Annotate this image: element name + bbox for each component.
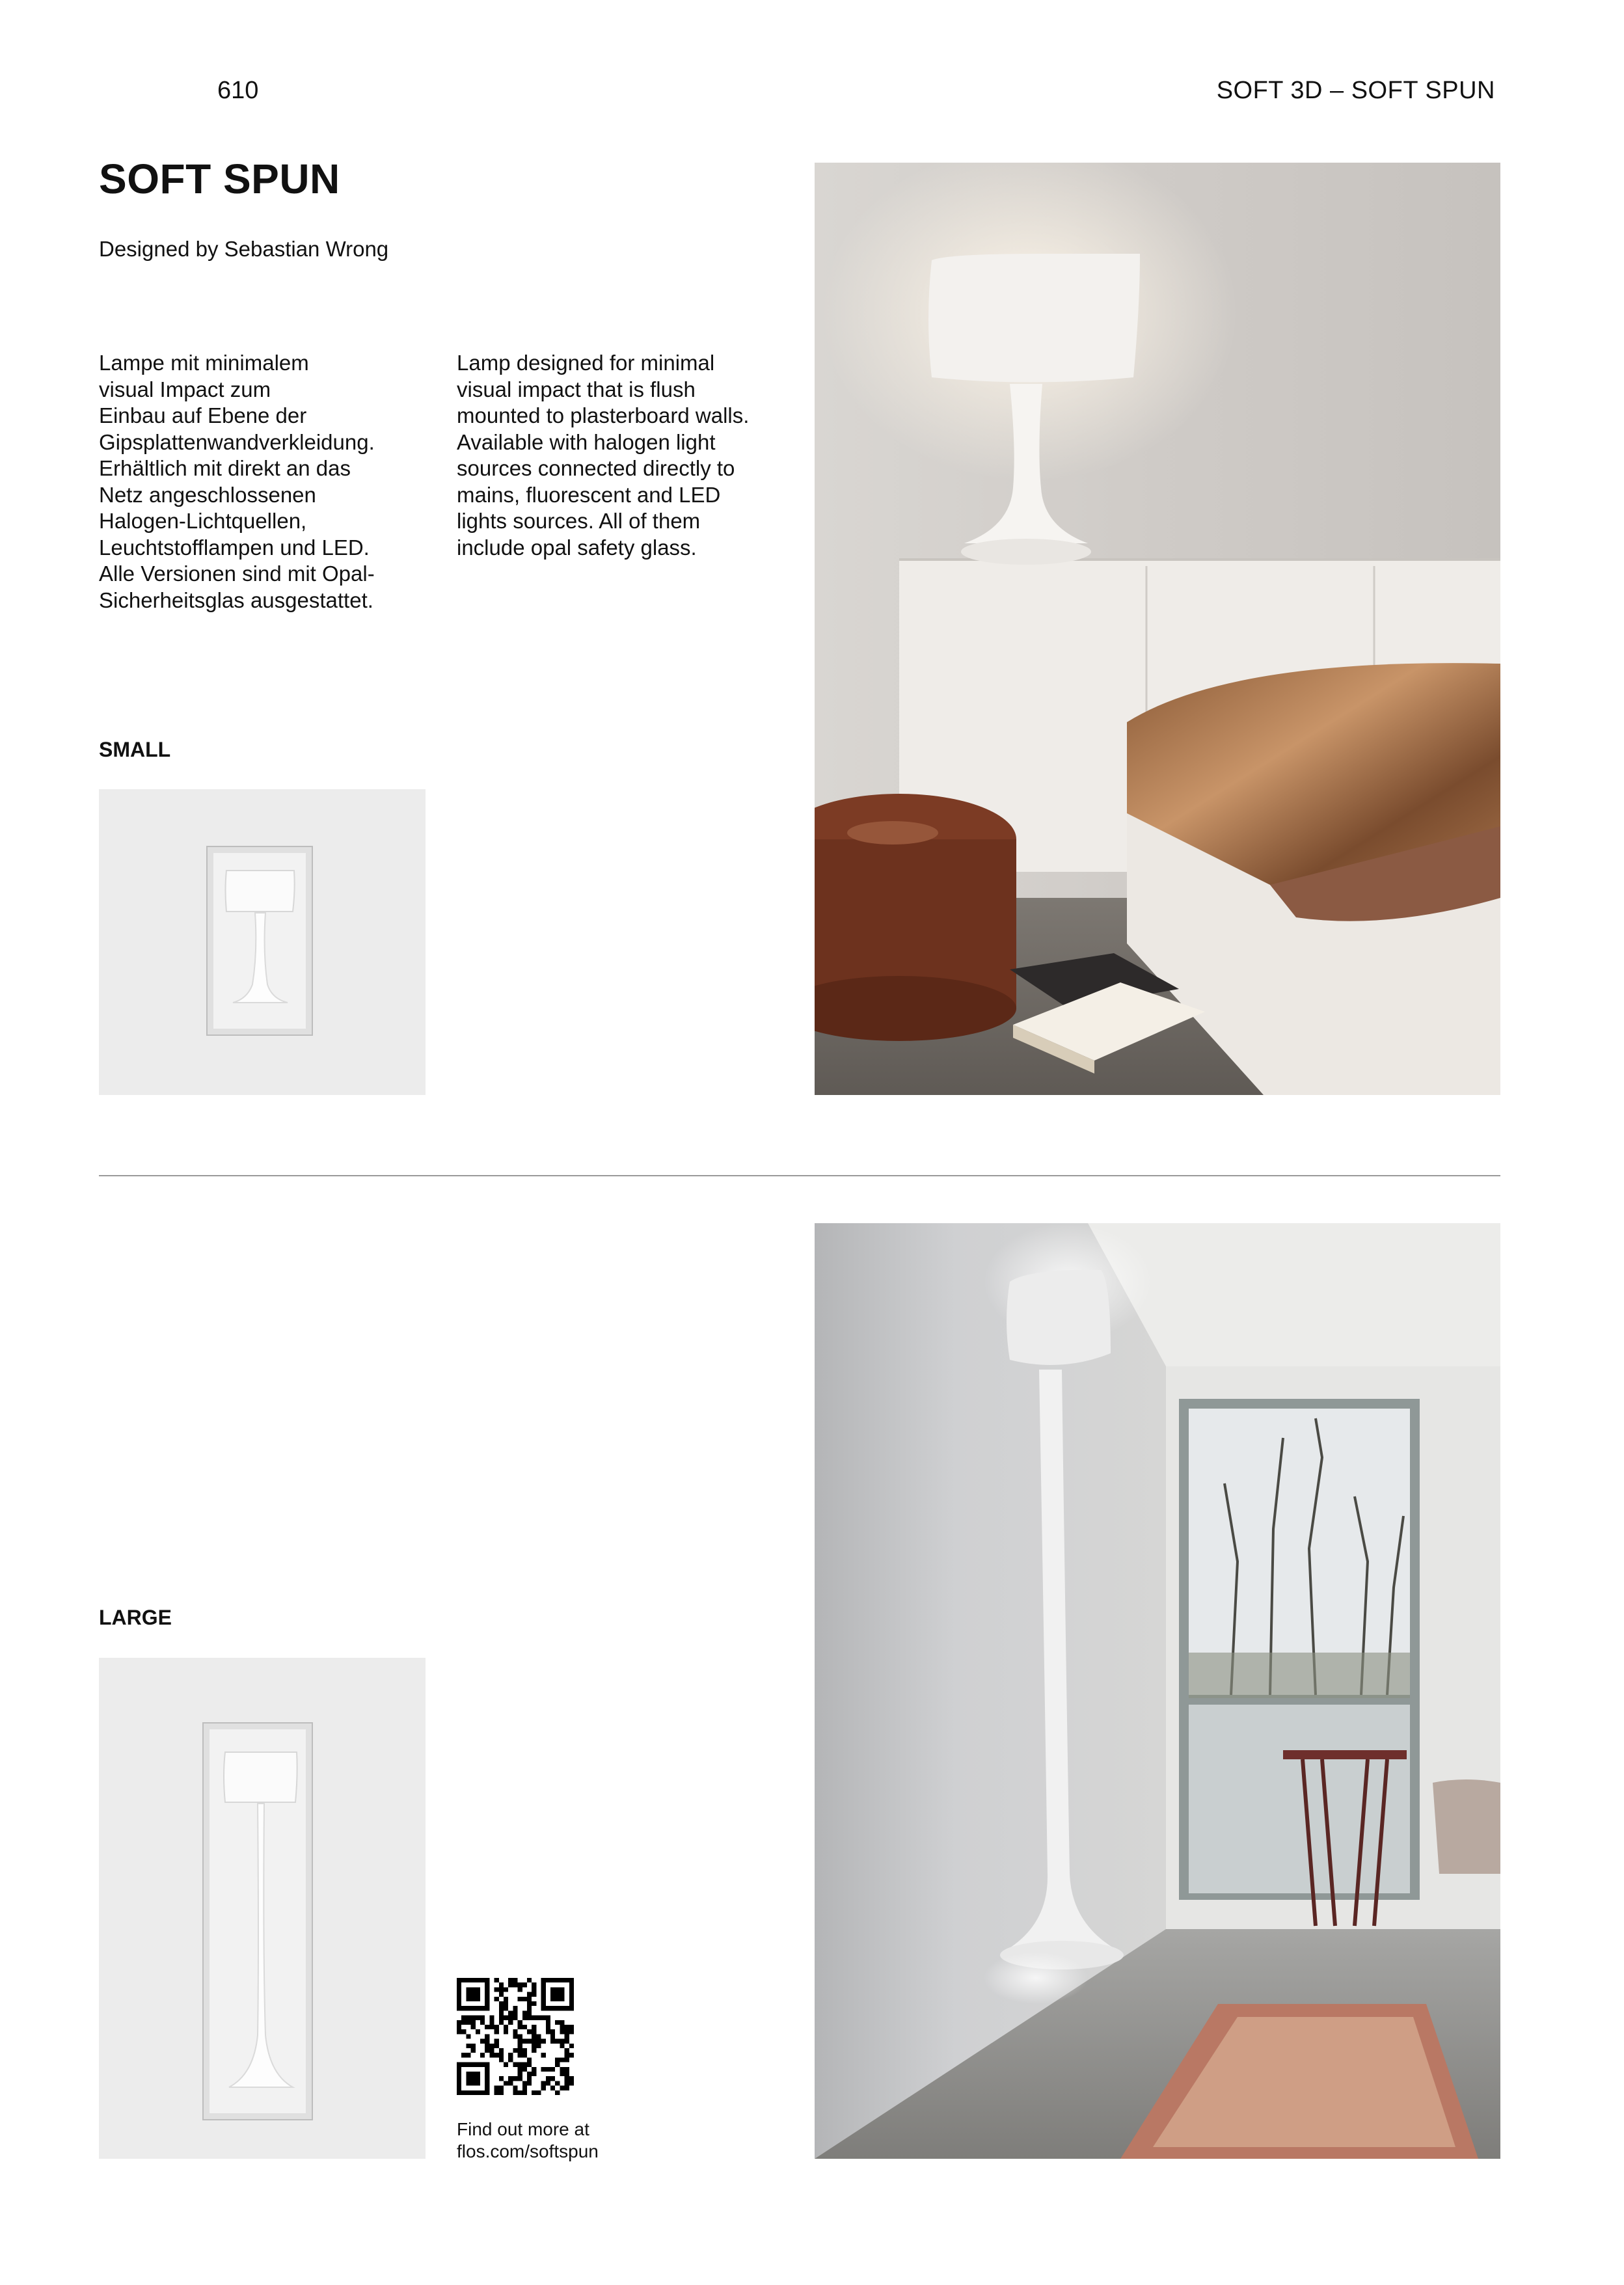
product-title: SOFT SPUN [99,155,340,202]
page-number: 610 [217,77,259,104]
small-variant-label: SMALL [99,738,171,761]
small-lamp-product-image [99,789,426,1095]
description-english: Lamp designed for minimal visual impact that is flush mounted to plasterboard walls. Available with halogen light sources connected directly to mains, fluorescent and LED lights sources. All of them include opal safety glass. [457,351,750,560]
description-german: Lampe mit minimalem visual Impact zum Einbau auf Ebene der Gipsplattenwandverkleidung. Erhältlich mit direkt an das Netz angeschlossenen Halogen-Lichtquellen, Leuchtstofflampen und LED. Alle Versionen sind mit Opal- Sicherheitsglas ausgestattet. [99,351,375,612]
find-out-more-link[interactable]: Find out more at flos.com/softspun [457,2119,599,2161]
bedroom-photo [815,163,1500,1095]
running-title: SOFT 3D – SOFT SPUN [1216,77,1495,104]
section-divider [99,1175,1500,1176]
large-lamp-product-image [99,1658,426,2159]
large-variant-label: LARGE [99,1606,172,1629]
designer-credit: Designed by Sebastian Wrong [99,237,389,261]
qr-code[interactable] [457,1978,574,2095]
corridor-photo [815,1223,1500,2159]
